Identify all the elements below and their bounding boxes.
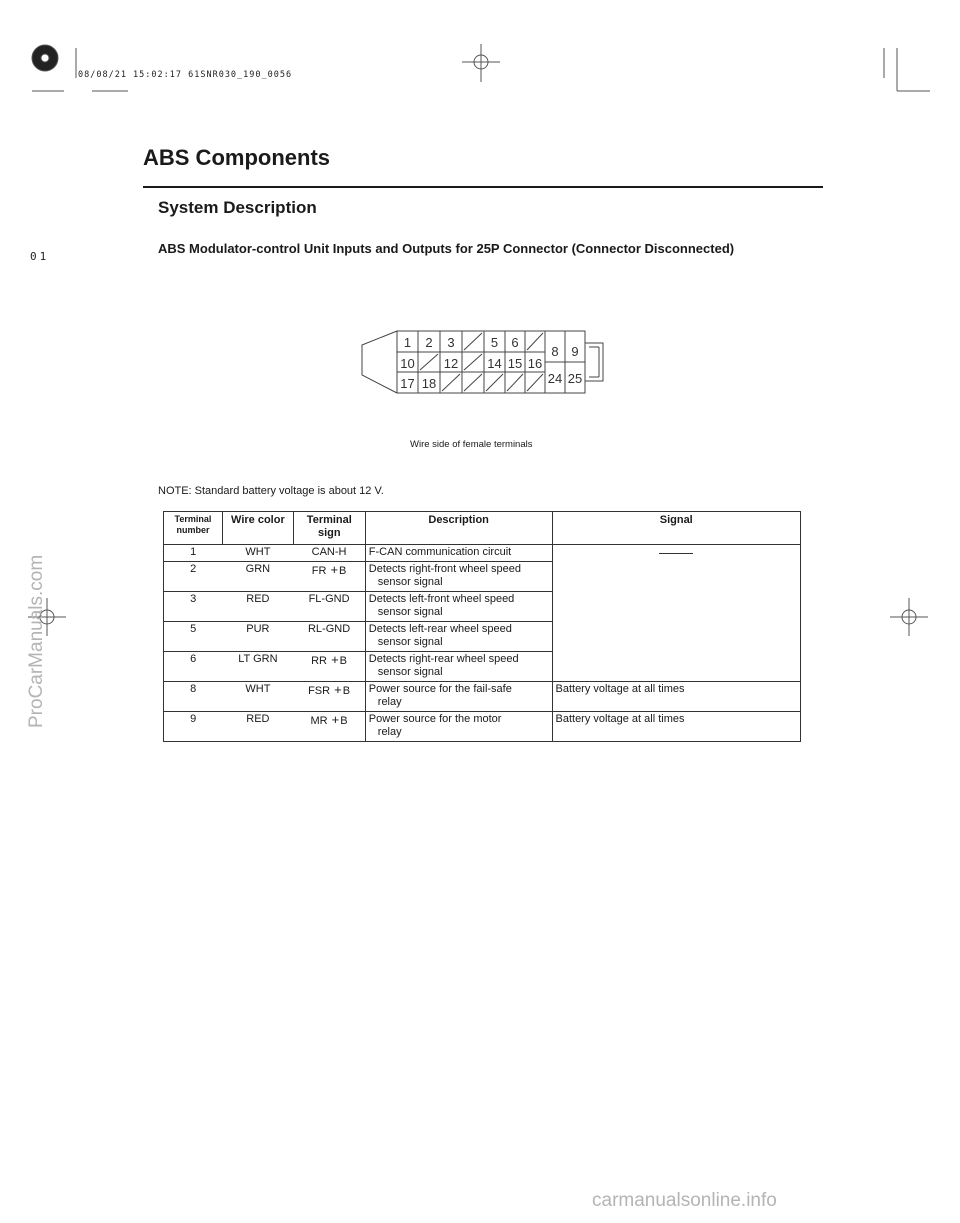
no-signal-dash (659, 553, 693, 554)
pin-label: 14 (487, 356, 502, 371)
wire-color: LT GRN (222, 652, 293, 682)
terminal-table (163, 511, 801, 742)
pin-label: 8 (551, 344, 559, 359)
pin-label: 18 (421, 376, 437, 391)
pin-label: 16 (527, 356, 543, 371)
pin-label: 1 (403, 335, 412, 350)
description: Detects left-rear wheel speed sensor signal (365, 622, 552, 652)
header-wire-color: Wire color (222, 512, 293, 545)
title-rule (143, 186, 823, 188)
pin-label: 15 (507, 356, 523, 371)
connector-heading: ABS Modulator-control Unit Inputs and Outputs for 25P Connector (Connector Disconnected) (158, 241, 735, 256)
description: Detects left-front wheel speed sensor signal (365, 592, 552, 622)
description: Detects right-front wheel speed sensor signal (365, 562, 552, 592)
pin-label: 3 (447, 335, 455, 350)
terminal-number: 8 (164, 682, 223, 712)
wire-color: GRN (222, 562, 293, 592)
wire-color: PUR (222, 622, 293, 652)
pin-label: 12 (443, 356, 459, 371)
wire-color: RED (222, 592, 293, 622)
description: Power source for the fail-safe relay (365, 682, 552, 712)
wire-color: RED (222, 712, 293, 742)
table-header-row (164, 512, 801, 545)
signal: Battery voltage at all times (552, 712, 801, 742)
pin-label: 9 (571, 344, 579, 359)
subsection-title: System Description (158, 198, 317, 217)
description: Power source for the motor relay (365, 712, 552, 742)
wire-color: WHT (222, 682, 293, 712)
terminal-sign: FSR +B (293, 682, 365, 712)
terminal-number: 3 (164, 592, 223, 622)
terminal-number: 1 (164, 545, 223, 562)
pin-label: 2 (425, 335, 433, 350)
pin-label: 5 (490, 335, 499, 350)
table-row (164, 682, 801, 712)
watermark-bottom: carmanualsonline.info (592, 1190, 777, 1211)
watermark-side: ProCarManuals.com (26, 554, 47, 728)
terminal-sign: CAN-H (293, 545, 365, 562)
pin-label: 24 (547, 371, 563, 386)
terminal-sign: RL-GND (293, 622, 365, 652)
pin-label: 10 (400, 356, 415, 371)
terminal-number: 6 (164, 652, 223, 682)
terminal-sign: RR +B (293, 652, 365, 682)
pin-label: 6 (511, 335, 519, 350)
terminal-number: 9 (164, 712, 223, 742)
plus-icon: + (331, 712, 340, 727)
wire-color: WHT (222, 545, 293, 562)
page-code: 01 (30, 250, 50, 263)
plus-icon: + (331, 652, 339, 667)
pin-label: 17 (400, 376, 415, 391)
header-terminal-number: Terminal number (164, 512, 223, 545)
description: Detects right-rear wheel speed sensor signal (365, 652, 552, 682)
terminal-sign: FR +B (293, 562, 365, 592)
section-title: ABS Components (143, 145, 330, 170)
plus-icon: + (334, 682, 342, 697)
table-row (164, 712, 801, 742)
terminal-sign: MR +B (293, 712, 365, 742)
terminal-number: 5 (164, 622, 223, 652)
signal-none (552, 545, 801, 682)
terminal-sign: FL-GND (293, 592, 365, 622)
plus-icon: + (330, 562, 339, 577)
print-timestamp: 08/08/21 15:02:17 61SNR030_190_0056 (78, 70, 293, 80)
header-description: Description (365, 512, 552, 545)
connector-caption: Wire side of female terminals (410, 439, 533, 450)
header-signal: Signal (552, 512, 801, 545)
terminal-number: 2 (164, 562, 223, 592)
signal: Battery voltage at all times (552, 682, 801, 712)
pin-label: 25 (567, 371, 583, 386)
table-row (164, 545, 801, 562)
voltage-note: NOTE: Standard battery voltage is about 12 V. (158, 485, 384, 497)
connector-diagram (360, 325, 610, 400)
header-terminal-sign: Terminal sign (293, 512, 365, 545)
description: F-CAN communication circuit (365, 545, 552, 562)
